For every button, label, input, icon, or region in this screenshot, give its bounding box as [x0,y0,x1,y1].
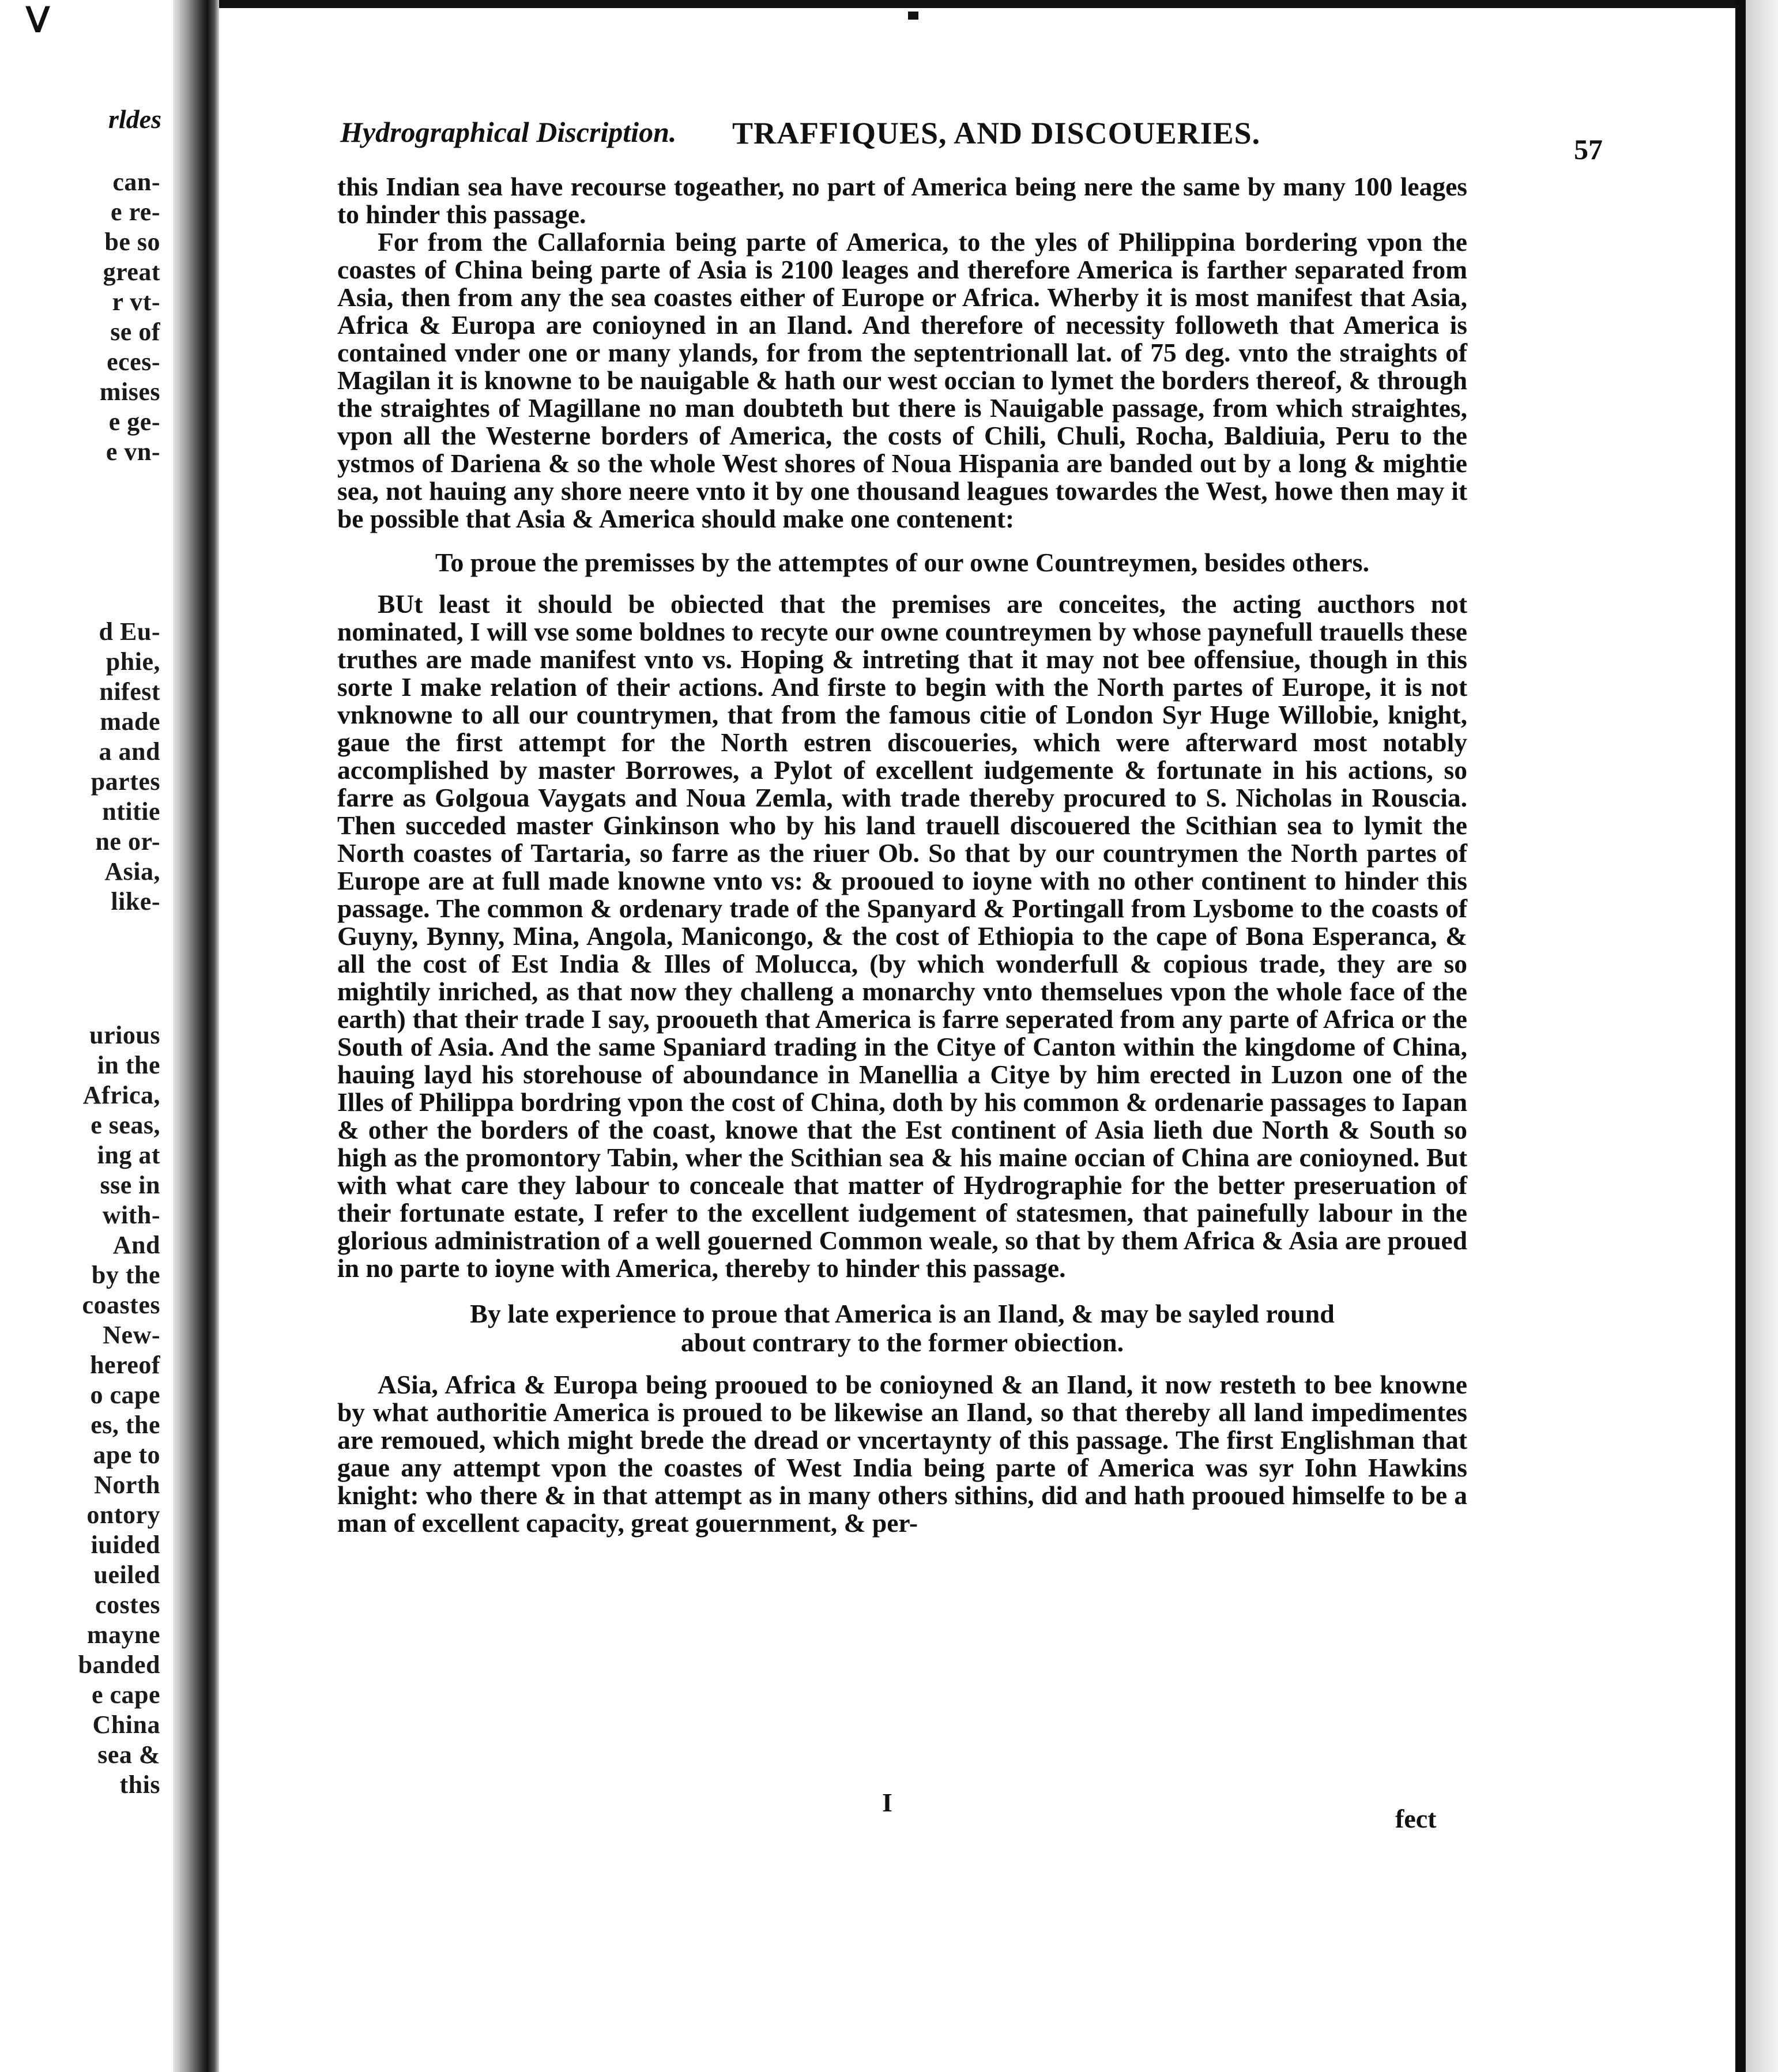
facing-page-line: o cape [90,1381,160,1409]
facing-page-line: can- [112,168,160,196]
facing-page-line: hereof [90,1351,160,1379]
facing-page-line: e re- [111,198,160,226]
facing-page-line: ntitie [102,797,160,826]
facing-page-line: China [92,1711,160,1739]
facing-page-line: Africa, [82,1081,160,1109]
facing-page-line: es, the [91,1411,160,1439]
facing-page-line: this [119,1770,160,1799]
binding-gutter [173,0,219,2072]
facing-page-line: e seas, [91,1111,160,1139]
top-scan-border [219,0,1741,8]
facing-page-line: New- [103,1321,160,1349]
section-title: Hydrographical Discription. [340,116,677,148]
ink-mark-icon [908,12,918,20]
facing-page-line: e cape [91,1681,160,1709]
facing-page-line: iuided [91,1531,160,1559]
facing-page-line: be so [104,228,160,256]
facing-page-line: phie, [106,647,160,676]
paragraph: BUt least it should be obiected that the premises are conceites, the acting aucthors not nominated, I will vse some boldnes to recyte our owne countreymen by whose paynefull trauells these truthes are made manifest vnto vs. Hoping & intreting that it may not bee offensiue, though in this sorte I make relation of their actions. And firste to begin with the North partes of Europe, it is not vnknowne to all our countrymen, that from the famous citie of London Syr Huge Willobie, knight, gaue the first attempt for the North estren discoueries, which were afterward most notably accomplished by master Borrowes, a Pylot of excellent iudgemente & fortunate in his actions, so farre as Golgoua Vaygats and Noua Zemla, with trade thereby procured to S. Nicholas in Rouscia. Then succeded master Ginkinson who by his land trauell discouered the Scithian sea to lymit the North coastes of Tartaria, so farre as the riuer Ob. So that by our countrymen the North partes of Europe are at full made knowne vnto vs: & prooued to ioyne with no other continent to hinder this passage. The common & ordenary trade of the Spanyard & Portingall from Lysbome to the coasts of Guyny, Bynny, Mina, Angola, Manicongo, & the cost of Ethiopia to the cape of Bona Esperanca, & all the cost of Est India & Illes of Molucca, (by which wonderfull & copious trade, they are so mightily inriched, as that now they challeng a monarchy vnto themselues vpon the whole face of the earth) that their trade I say, prooueth that America is farre seperated from any parte of Africa or the South of Asia. And the same Spaniard trading in the Citye of Canton within the kingdome of China, hauing layd his storehouse of aboundance in Manellia a Citye by him erected in Luzon one of the Illes of Philippa bordring vpon the cost of China, doth by his common & ordenarie passages to Iapan & other the borders of the coast, knowe that the Est continent of Asia lieth due North & South so high as the promontory Tabin, wher the Scithian sea & his maine occian of China are conioyned. But with what care they labour to conceale that matter of Hydrographie for the better preseruation of their fortunate estate, I refer to the excellent iudgement of statesmen, that painefully labour in the glorious administration of a well gouerned Common weale, so that by them Africa & Asia are proued in no parte to ioyne with America, thereby to hinder this passage. [337,589,1467,1283]
facing-page-line: ontory [86,1501,160,1529]
facing-page-line: with- [102,1201,160,1229]
paragraph: For from the Callafornia being parte of America, to the yles of Philippina bordering vpon the coastes of China being parte of Asia is 2100 leages and therefore America is farther separated from Asia, then from any the sea coastes either of Europe or Africa. Wherby it is most manifest that Asia, Africa & Europa are conioyned in an Iland. And therefore of necessity followeth that America is contained vnder one or many ylands, for from the septentrionall lat. of 75 deg. vnto the straights of Magilan it is knowne to be nauigable & hath our west occian to lymet the borders thereof, & through the straightes of Magillane no man doubteth but there is Nauigable passage, from which straightes, vpon all the Westerne borders of America, the costs of Chili, Chuli, Rocha, Baldiuia, Peru to the ystmos of Dariena & so the whole West shores of Noua Hispania are banded out by a long & mightie sea, not hauing any shore neere vnto it by one thousand leagues towardes the West, howe then may it be possible that Asia & America should make one contenent: [337,227,1467,533]
right-scan-border [1735,0,1746,2072]
corner-ornament-icon: ᐯ [26,1,50,39]
facing-page-line: ueiled [93,1561,160,1589]
section-heading [337,1299,1467,1357]
facing-page-line: e vn- [106,438,160,466]
right-margin-edge [1746,0,1778,2072]
signature-mark: I [882,1788,892,1817]
section-heading-line: By late experience to proue that America is an Iland, & may be sayled round [470,1299,1335,1328]
facing-page-running-head: rldes [108,104,161,134]
facing-page-line: sea & [97,1741,160,1769]
facing-page-line: mayne [86,1621,160,1649]
facing-page-line: in the [97,1051,160,1079]
facing-page-line: a and [99,737,160,766]
facing-page-line: ing at [97,1141,160,1169]
facing-page-line: mises [99,378,160,406]
page-title: TRAFFIQUES, AND DISCOUERIES. [732,116,1261,150]
facing-page-line: Asia, [104,857,160,886]
facing-page-line: made [100,707,160,736]
facing-page-line: urious [89,1021,160,1049]
facing-page-line: coastes [82,1291,160,1319]
paragraph: this Indian sea have recourse togeather, no part of America being nere the same by many 100 leages to hinder this passage. [337,172,1467,229]
facing-page-line: se of [110,318,160,346]
facing-page-line: partes [91,767,160,796]
page-number: 57 [1574,133,1603,165]
facing-page-line: And [112,1231,160,1259]
paragraph: ASia, Africa & Europa being prooued to be conioyned & an Iland, it now resteth to bee knowne by what authoritie America is proued to be likewise an Iland, so that thereby all land impedimentes are remoued, which might brede the dread or vncertaynty of this passage. The first Englishman that gaue any attempt vpon the coastes of West India being parte of America was syr Iohn Hawkins knight: who there & in that attempt as in many others sithins, did and hath prooued himselfe to be a man of excellent capacity, great gouernment, & per- [337,1370,1467,1538]
body-text [337,173,1467,1537]
facing-page-line: great [103,258,160,286]
section-heading: To proue the premisses by the attemptes of our owne Countreymen, besides others. [435,548,1370,577]
catchword: fect [1395,1804,1437,1833]
facing-page-line: eces- [107,348,160,376]
facing-page-line: r vt- [112,288,160,316]
facing-page-line: banded [78,1651,160,1679]
facing-page-line: sse in [100,1171,160,1199]
facing-page-edge [0,0,173,2072]
section-heading-line: about contrary to the former obiection. [680,1328,1124,1357]
running-head [340,115,1632,156]
facing-page-line: d Eu- [99,617,160,646]
facing-page-line: ne or- [95,827,160,856]
facing-page-line: by the [91,1261,160,1289]
facing-page-line: costes [95,1591,160,1619]
facing-page-line: North [94,1471,160,1499]
facing-page-line: like- [111,887,160,916]
facing-page-line: ape to [93,1441,160,1469]
facing-page-line: e ge- [108,408,160,436]
facing-page-line: nifest [99,677,160,706]
